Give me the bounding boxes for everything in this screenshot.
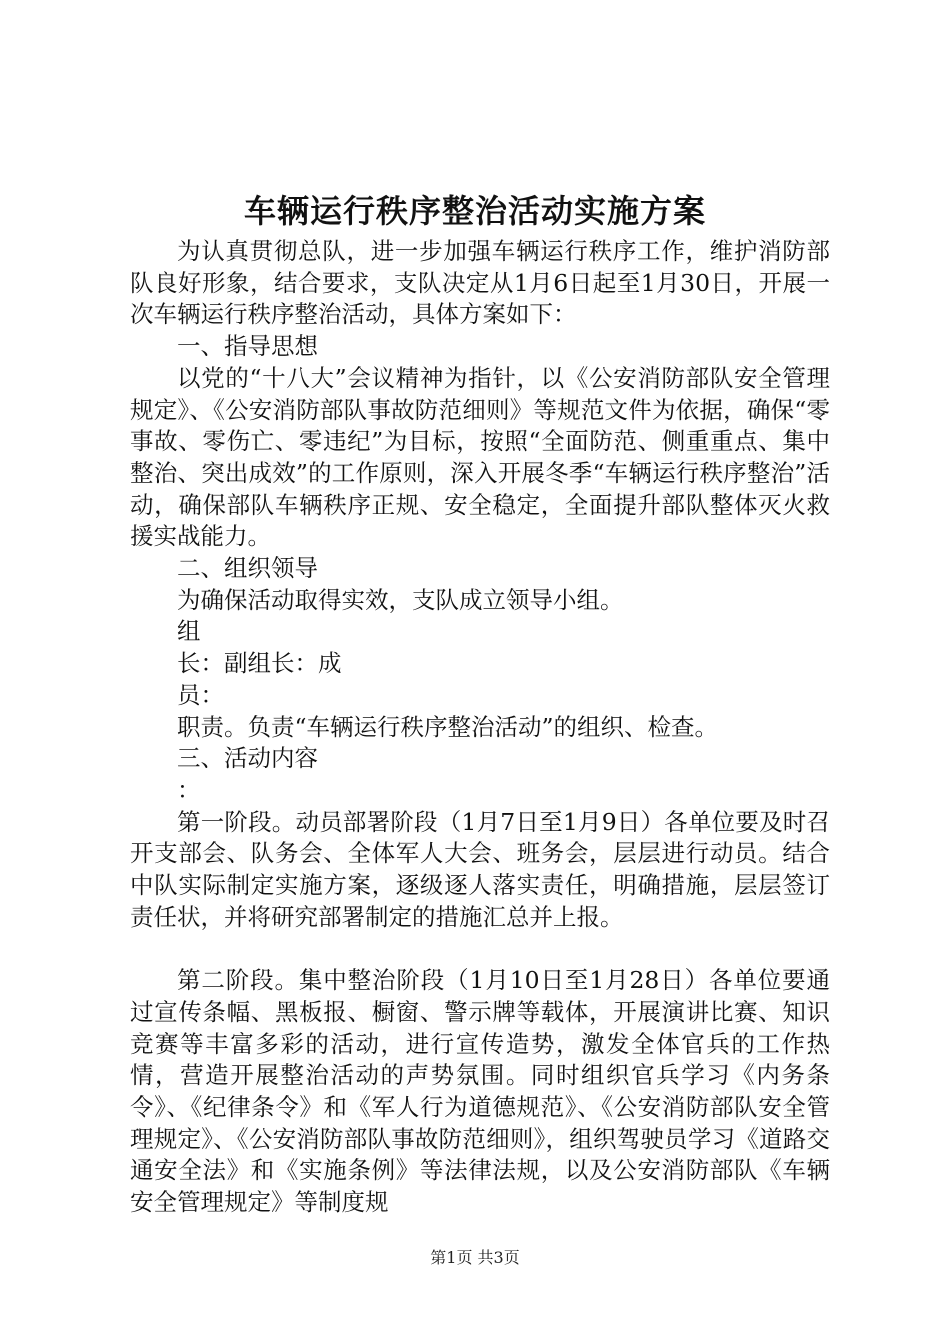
group-leader-line-2: 长：副组长：成 bbox=[177, 649, 342, 678]
group-leader-line-1: 组 bbox=[177, 617, 201, 646]
phase-one-paragraph: 第一阶段。动员部署阶段（1月7日至1月9日）各单位要及时召开支部会、队务会、全体军人大会、班务会，层层进行动员。结合中队实际制定实施方案，逐级逐人落实责任，明确措施，层层签订责任状，并将研究部署制定的措施汇总并上报。 bbox=[130, 807, 830, 931]
group-member-line: 员： bbox=[177, 680, 224, 709]
document-title: 车辆运行秩序整治活动实施方案 bbox=[243, 192, 706, 230]
document-body bbox=[130, 236, 830, 1219]
colon-line: ： bbox=[177, 775, 201, 804]
section-heading-guiding-ideology: 一、指导思想 bbox=[177, 332, 318, 361]
intro-paragraph: 为认真贯彻总队，进一步加强车辆运行秩序工作，维护消防部队良好形象，结合要求，支队决定从1月6日起至1月30日，开展一次车辆运行秩序整治活动，具体方案如下： bbox=[130, 237, 830, 329]
organization-paragraph: 为确保活动取得实效，支队成立领导小组。 bbox=[177, 585, 624, 614]
section-heading-organization: 二、组织领导 bbox=[177, 554, 318, 583]
guiding-ideology-paragraph: 以党的“十八大”会议精神为指针，以《公安消防部队安全管理规定》、《公安消防部队事故防范细则》等规范文件为依据，确保“零事故、零伤亡、零违纪”为目标，按照“全面防范、侧重重点、集中整治、突出成效”的工作原则，深入开展冬季“车辆运行秩序整治”活动，确保部队车辆秩序正规、安全稳定，全面提升部队整体灭火救援实战能力。 bbox=[130, 363, 830, 551]
page-footer: 第1页 共3页 bbox=[430, 1248, 520, 1267]
duties-paragraph: 职责。负责“车辆运行秩序整治活动”的组织、检查。 bbox=[177, 712, 719, 741]
phase-two-paragraph: 第二阶段。集中整治阶段（1月10日至1月28日）各单位要通过宣传条幅、黑板报、橱窗、警示牌等载体，开展演讲比赛、知识竞赛等丰富多彩的活动，进行宣传造势，激发全体官兵的工作热情，营造开展整治活动的声势氛围。同时组织官兵学习《内务条令》、《纪律条令》和《军人行为道德规范》、《公安消防部队安全管理规定》、《公安消防部队事故防范细则》，组织驾驶员学习《道路交通安全法》和《实施条例》等法律法规，以及公安消防部队《车辆安全管理规定》等制度规 bbox=[130, 966, 830, 1217]
section-heading-activities: 三、活动内容 bbox=[177, 744, 318, 773]
